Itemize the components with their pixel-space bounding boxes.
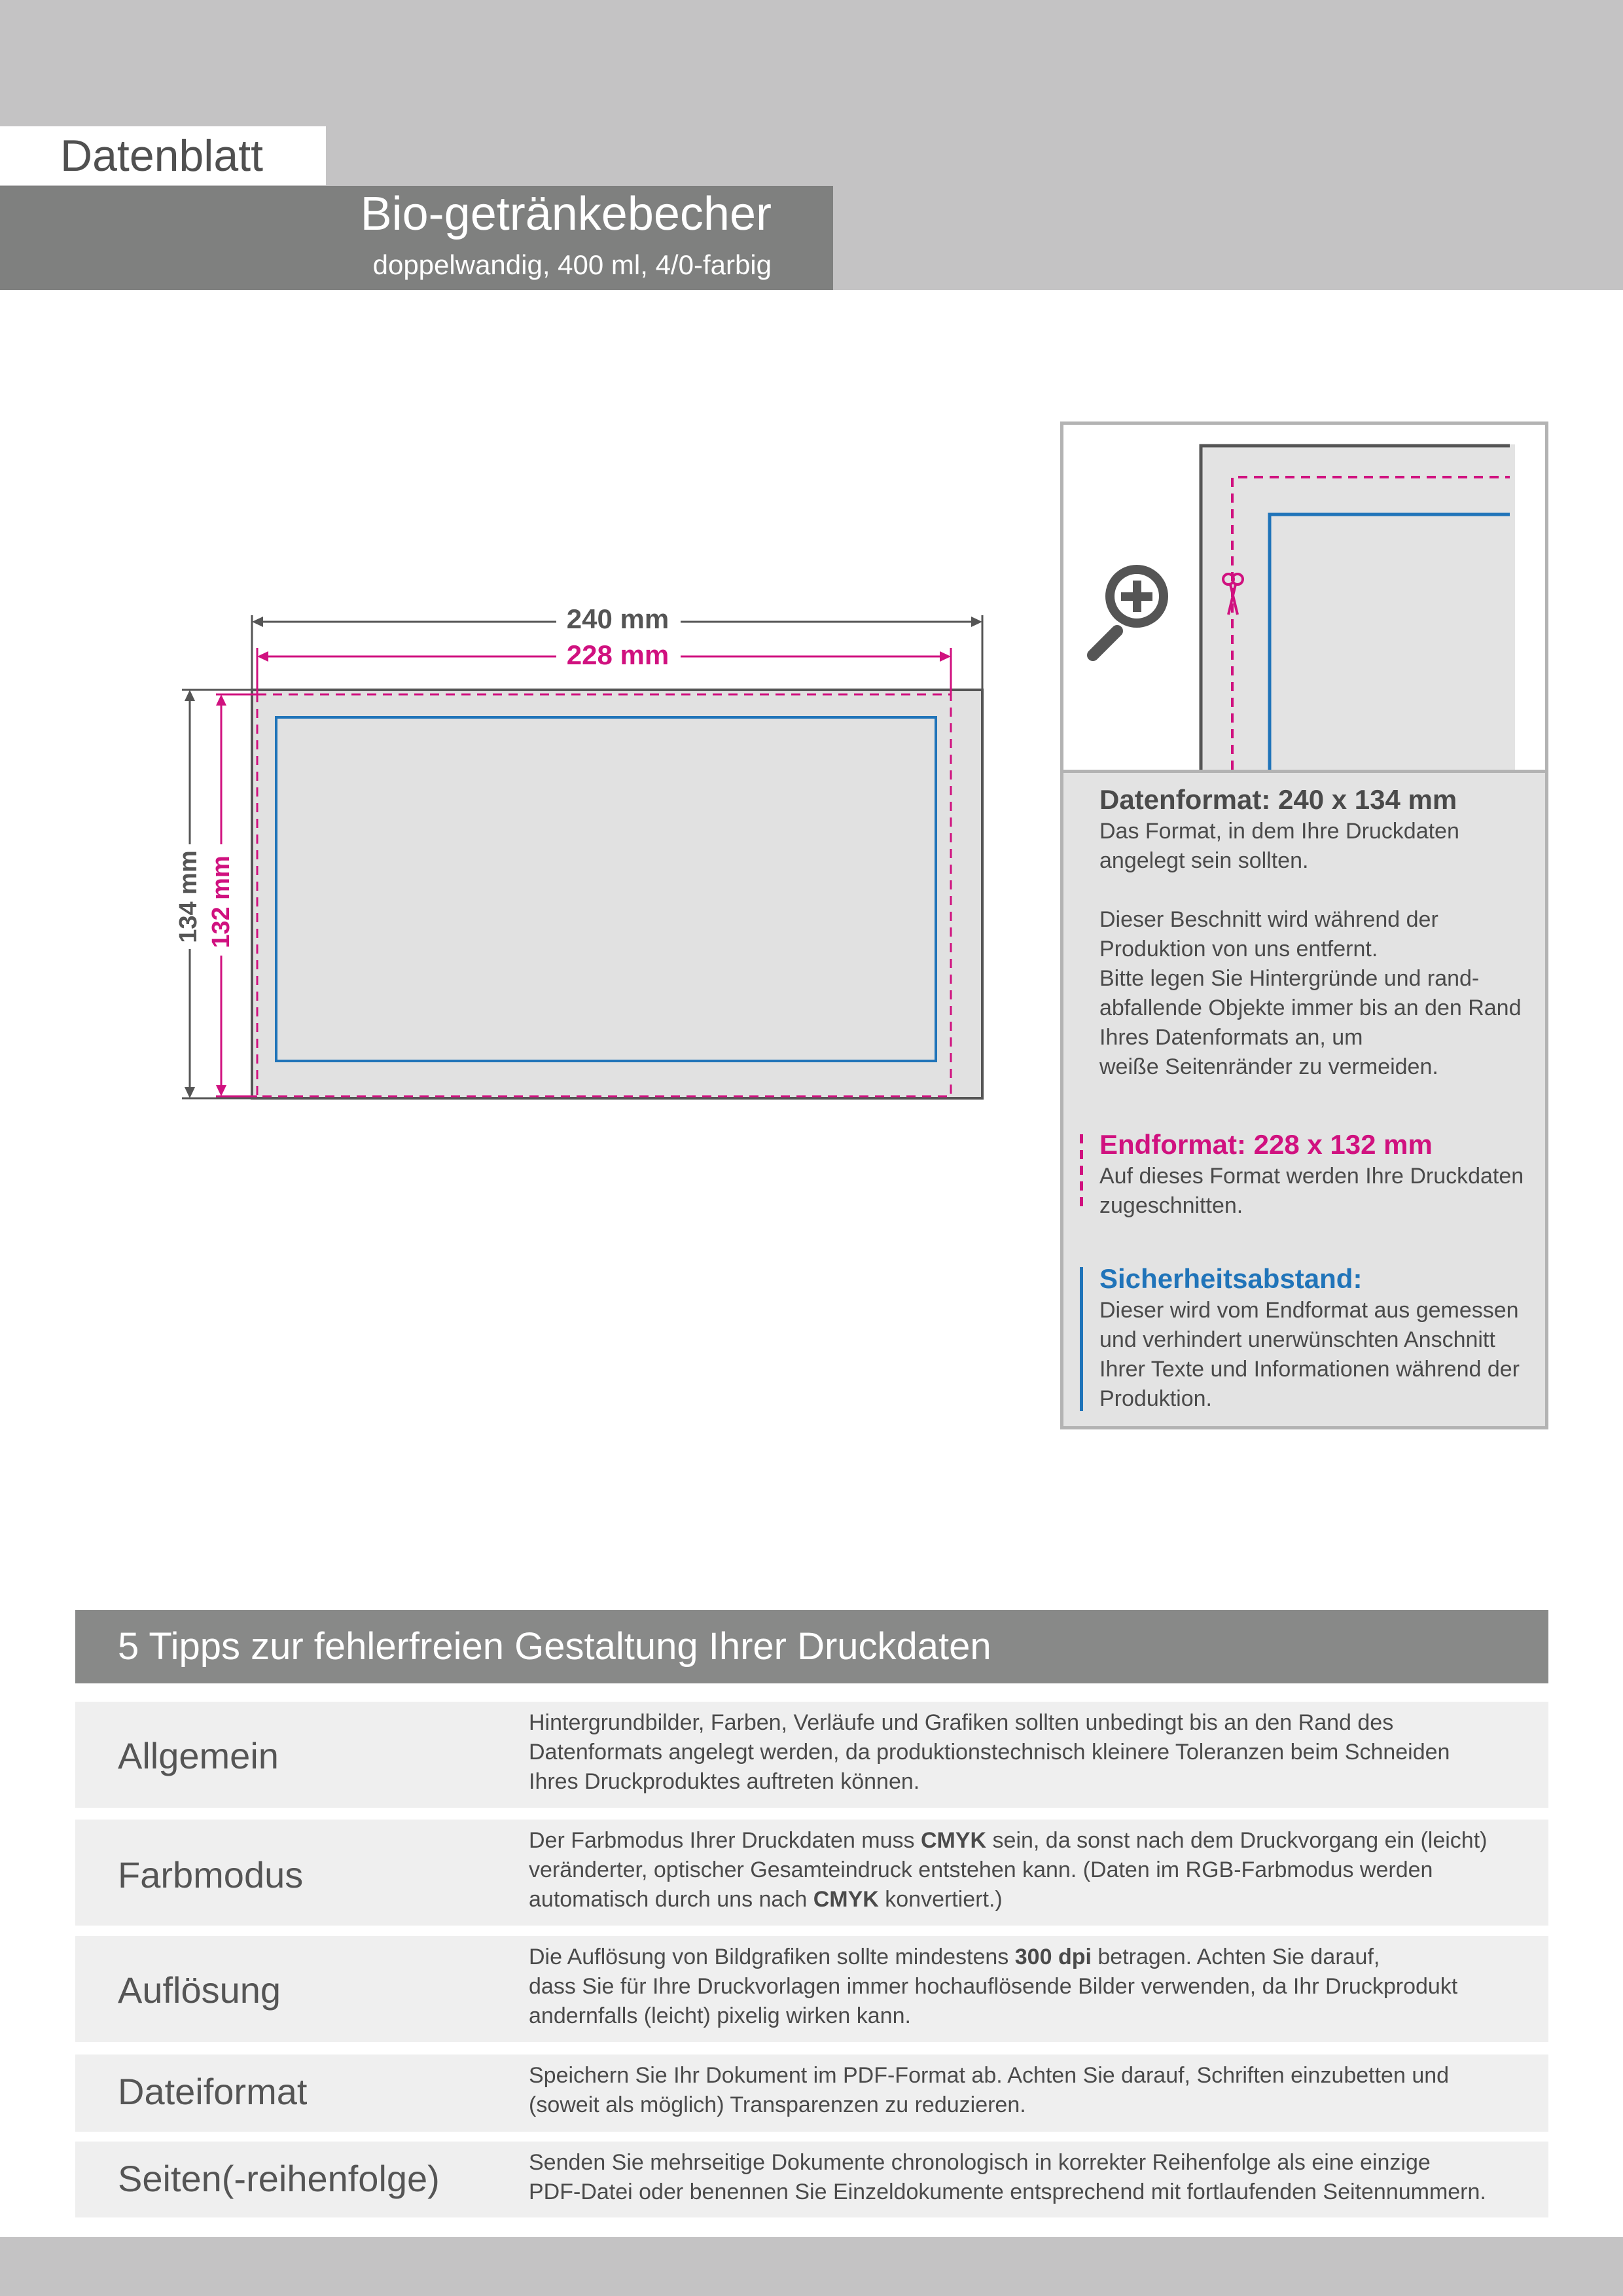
width-outer-label: 240 mm — [566, 603, 669, 634]
tip-row — [75, 2142, 1548, 2217]
tip-row — [75, 1820, 1548, 1926]
height-outer-label: 134 mm — [175, 850, 202, 943]
beschnitt-text: Dieser Beschnitt wird während der Produktion von uns entfernt. Bitte legen Sie Hintergründe und rand- abfallende Objekte immer bis an den Rand Ihres Datenformats an, um weiße Seitenränder zu vermeiden. — [1099, 907, 1522, 1079]
endformat-block — [1099, 1128, 1539, 1221]
datenformat-text: Das Format, in dem Ihre Druckdaten angelegt sein sollten. — [1099, 819, 1459, 873]
data-format-area — [252, 690, 982, 1098]
datenformat-block — [1099, 783, 1539, 1082]
tip-text: Der Farbmodus Ihrer Druckdaten muss CMYK sein, da sonst nach dem Druckvorgang ein (leicht) veränderter, optischer Gesamteindruck entstehen kann. (Daten im RGB-Farbmodus werden automatisch durch uns nach CMYK konvertiert.) — [529, 1828, 1488, 1912]
tip-row — [75, 2054, 1548, 2132]
tip-label: Auflösung — [118, 1969, 281, 2011]
tip-text: Senden Sie mehrseitige Dokumente chronologisch in korrekter Reihenfolge als eine einzige PDF-Datei oder benennen Sie Einzeldokumente entsprechend mit fortlaufenden Seitennummern. — [529, 2150, 1486, 2204]
safety-marker — [1080, 1267, 1083, 1411]
product-subtitle: doppelwandig, 400 ml, 4/0-farbig — [372, 249, 772, 280]
tip-text: Die Auflösung von Bildgrafiken sollte mindestens 300 dpi betragen. Achten Sie darauf, dass Sie für Ihre Druckvorlagen immer hochauflösende Bilder verwenden, da Ihr Druckprodukt andernfalls (leicht) pixelig wirken kann. — [529, 1945, 1458, 2028]
sheet-label: Datenblatt — [0, 126, 326, 185]
zoom-detail — [1063, 425, 1545, 770]
format-info-panel — [1060, 422, 1548, 1429]
tips-title: 5 Tipps zur fehlerfreien Gestaltung Ihrer Druckdaten — [75, 1610, 1548, 1683]
product-title: Bio-getränkebecher — [360, 188, 772, 240]
sicherheit-block — [1099, 1262, 1539, 1414]
sicherheit-text: Dieser wird vom Endformat aus gemessen und verhindert unerwünschten Anschnitt Ihrer Texte und Informationen während der Produktion. — [1099, 1298, 1520, 1411]
endformat-title: Endformat: 228 x 132 mm — [1099, 1129, 1433, 1160]
zoom-in-icon — [1093, 565, 1168, 655]
datenformat-title: Datenformat: 240 x 134 mm — [1099, 784, 1457, 815]
tip-text: Hintergrundbilder, Farben, Verläufe und Grafiken sollten unbedingt bis an den Rand des Datenformats angelegt werden, da produktionstechnisch kleinere Toleranzen beim Schneiden Ihres Druckproduktes auftreten können. — [529, 1710, 1450, 1794]
endformat-marker — [1080, 1134, 1083, 1213]
footer-band — [0, 2237, 1623, 2296]
tip-label: Allgemein — [118, 1735, 279, 1776]
tip-label: Seiten(-reihenfolge) — [118, 2158, 440, 2199]
sicherheit-title: Sicherheitsabstand: — [1099, 1263, 1363, 1294]
tip-label: Farbmodus — [118, 1854, 304, 1895]
tip-row — [75, 1936, 1548, 2042]
tip-text: Speichern Sie Ihr Dokument im PDF-Format ab. Achten Sie darauf, Schriften einzubetten und (soweit als möglich) Transparenzen zu reduzieren. — [529, 2063, 1450, 2117]
endformat-text: Auf dieses Format werden Ihre Druckdaten zugeschnitten. — [1099, 1164, 1524, 1218]
height-inner-label: 132 mm — [207, 855, 235, 948]
width-inner-label: 228 mm — [566, 639, 669, 670]
tip-label: Dateiformat — [118, 2071, 308, 2112]
tip-row — [75, 1702, 1548, 1808]
info-text-area — [1063, 770, 1545, 1426]
